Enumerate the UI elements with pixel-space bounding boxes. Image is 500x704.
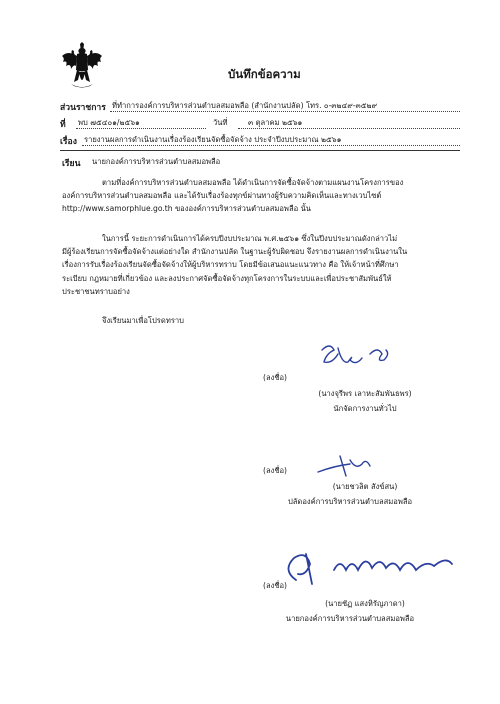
paragraph-1-line: http://www.samorphlue.go.th ขององค์การบริหารส่วนตำบลสมอพลือ นั้น (62, 204, 311, 214)
signature-1-position: นักจัดการงานทั่วไป (333, 404, 397, 413)
ref-label-wrap (60, 117, 66, 131)
paragraph-1-line: ตามที่องค์การบริหารส่วนตำบลสมอพลือ ได้ดำเนินการจัดซื้อจัดจ้างตามแผนงานโครงการของ (102, 178, 404, 187)
subject-value: รายงานผลการดำเนินงานเรื่องร้องเรียนจัดซื้อจัดจ้าง ประจำปีงบประมาณ ๒๕๖๑ (84, 135, 342, 144)
paragraph-2-line: เรื่องการรับเรื่องร้องเรียนจัดซื้อจัดจ้างให้ผู้บริหารทราบ โดยมีข้อเสนอแนะแนวทาง คือ ให้เจ้าหน้าที่ศึกษา (62, 260, 399, 270)
paragraph-2-line: มีผู้ร้องเรียนการจัดซื้อจัดจ้างแต่อย่างใด สำนักงานปลัด ในฐานะผู้รับผิดชอบ จึงรายงานผลการดำเนินงานใน (62, 247, 408, 257)
signature-1-sign-label: (ลงชื่อ) (263, 373, 288, 382)
signature-2-name: (นายชวลิต สังข์สน) (332, 482, 398, 491)
signature-2-image (310, 450, 380, 480)
memo-title: บันทึกข้อความ (228, 67, 301, 81)
garuda-emblem-icon (60, 42, 104, 90)
agency-dotted-line (110, 111, 460, 112)
paragraph-1-line: องค์การบริหารส่วนตำบลสมอพลือ และได้รับเรื่องร้องทุกข์ผ่านทางผู้รับความคิดเห็นและทางเวบไซต์ (62, 191, 382, 201)
subject-label-wrap (60, 134, 77, 148)
subject-label: เรื่อง (60, 137, 77, 147)
date-value: ๓ ตุลาคม ๒๕๖๑ (248, 118, 303, 127)
agency-value: ที่ทำการองค์การบริหารส่วนตำบลสมอพลือ (สำนักงานปลัด) โทร. ๐-๓๒๔๙-๓๕๒๙ (112, 101, 378, 110)
ref-value: พบ ๗๕๔๐๑/๒๕๖๑ (78, 118, 140, 127)
date-dotted-line (238, 128, 460, 129)
paragraph-2-line: ระเบียบ กฎหมายที่เกี่ยวข้อง และลงประกาศจัดซื้อจัดจ้างทุกโครงการในระบบและเพื่อประชาสัมพันธ์ให้ (62, 273, 392, 283)
closing-text: จึงเรียนมาเพื่อโปรดทราบ (102, 316, 184, 325)
signature-1-name: (นางจุรีพร เลาหะสัมพันธพร) (318, 389, 412, 398)
to-label-wrap (62, 156, 80, 170)
signature-3-name: (นายชัฏ แสงหิรัญภาดา) (325, 599, 405, 608)
signature-3-sign-label: (ลงชื่อ) (263, 581, 288, 590)
signature-1-image (312, 340, 412, 374)
signature-3-position: นายกองค์การบริหารส่วนตำบลสมอพลือ (285, 614, 415, 623)
signature-2-position: ปลัดองค์การบริหารส่วนตำบลสมอพลือ (287, 497, 413, 506)
agency-row (60, 100, 106, 114)
agency-label: ส่วนราชการ (60, 103, 106, 113)
paragraph-2 (62, 232, 462, 298)
to-value: นายกองค์การบริหารส่วนตำบลสมอพลือ (92, 157, 221, 166)
signature-3-image (276, 540, 466, 590)
to-label: เรียน (62, 159, 81, 169)
subject-dotted-line (82, 145, 460, 146)
paragraph-2-line: ในการนี้ ระยะการดำเนินการได้ครบปีงบประมาณ พ.ศ.๒๕๖๑ ซึ่งในปีงบประมาณดังกล่าวไม่ (102, 234, 398, 243)
date-label: วันที่ (213, 118, 228, 127)
ref-label: ที่ (60, 120, 66, 130)
paragraph-2-line: ประชาชนทราบอย่าง (62, 286, 130, 296)
paragraph-1 (62, 176, 462, 216)
ref-dotted-line (76, 128, 206, 129)
header-divider (60, 150, 460, 151)
signature-2-sign-label: (ลงชื่อ) (263, 466, 288, 475)
